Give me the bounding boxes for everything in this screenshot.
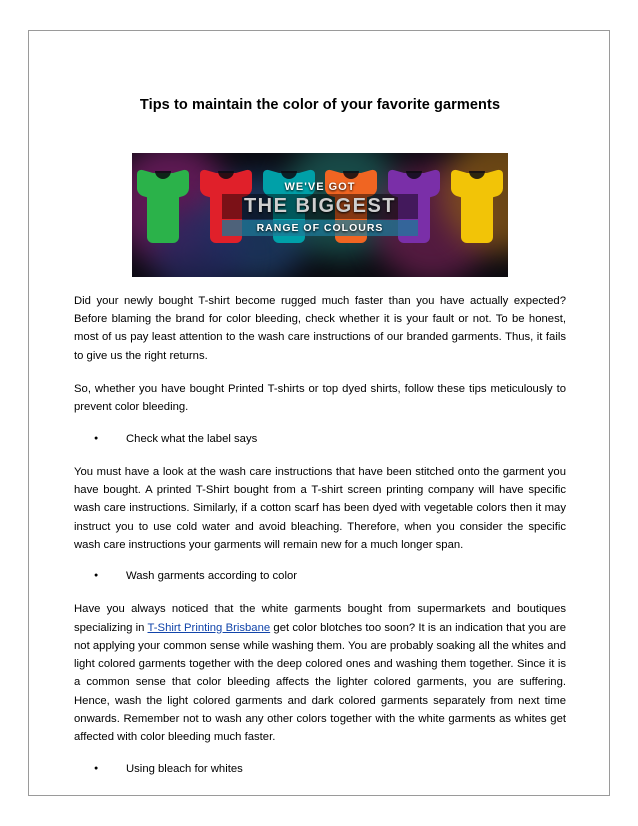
list-item: ● Check what the label says [94,430,566,448]
bullet-list-1 [74,430,566,448]
paragraph-tips-lead: So, whether you have bought Printed T-shirts or top dyed shirts, follow these tips meticulously to prevent color bleeding. [74,383,566,414]
bullet-list-3 [74,760,566,778]
paragraph-label-instructions: You must have a look at the wash care instructions that have been stitched onto the garment you have bought. A printed T-Shirt bought from a T-shirt screen printing company will have specific wash care instructions. Similarly, if a cotton scarf has been dyed with vegetable colors then it may instruct you to use cold water and avoid bleaching. Therefore, when you consider the specific wash care instructions your garments will remain new for a much longer span. [74,465,566,551]
paragraph-text-after-link: get color blotches too soon? It is an indication that you are not applying your common sense while washing them. You are probably soaking all the whites and light colored garments together with the deep colored ones and washing them together. Since it is a common sense that color bleeding affects the lighter colored garments, you are suffering. Hence, wash the light colored garments and dark colored garments separately from next time onwards. Remember not to wash any other colors together with the white garments as whites get affected with color bleeding much faster. [74,621,567,744]
tshirt-printing-brisbane-link[interactable]: T-Shirt Printing Brisbane [147,621,271,634]
bullet-list-2 [74,567,566,585]
paragraph-wash-by-color [74,600,566,746]
banner-line-3: RANGE OF COLOURS [222,220,418,236]
banner-line-1: WE'VE GOT [284,180,356,193]
document-content [74,96,566,778]
banner-line-2: THE BIGGEST [222,194,418,219]
tshirt-icon [139,163,187,247]
list-item: ● Wash garments according to color [94,567,566,585]
paragraph-intro: Did your newly bought T-shirt become rugged much faster than you have actually expected? Before blaming the brand for color bleeding, check whether it is your fault or not. To be honest, most of us pay least attention to the wash care instructions of our branded garments. Thus, it fails to give us the right returns. [74,294,566,362]
paragraph-text-before-link: Have you always noticed that the white garments bought from supermarkets and boutiques specializing in [74,603,566,634]
list-item: ● Using bleach for whites [94,760,566,778]
tshirt-icon [453,163,501,247]
page-title: Tips to maintain the color of your favorite garments [139,97,501,113]
banner-text [222,181,418,236]
tshirt-color-range-banner [132,153,508,277]
